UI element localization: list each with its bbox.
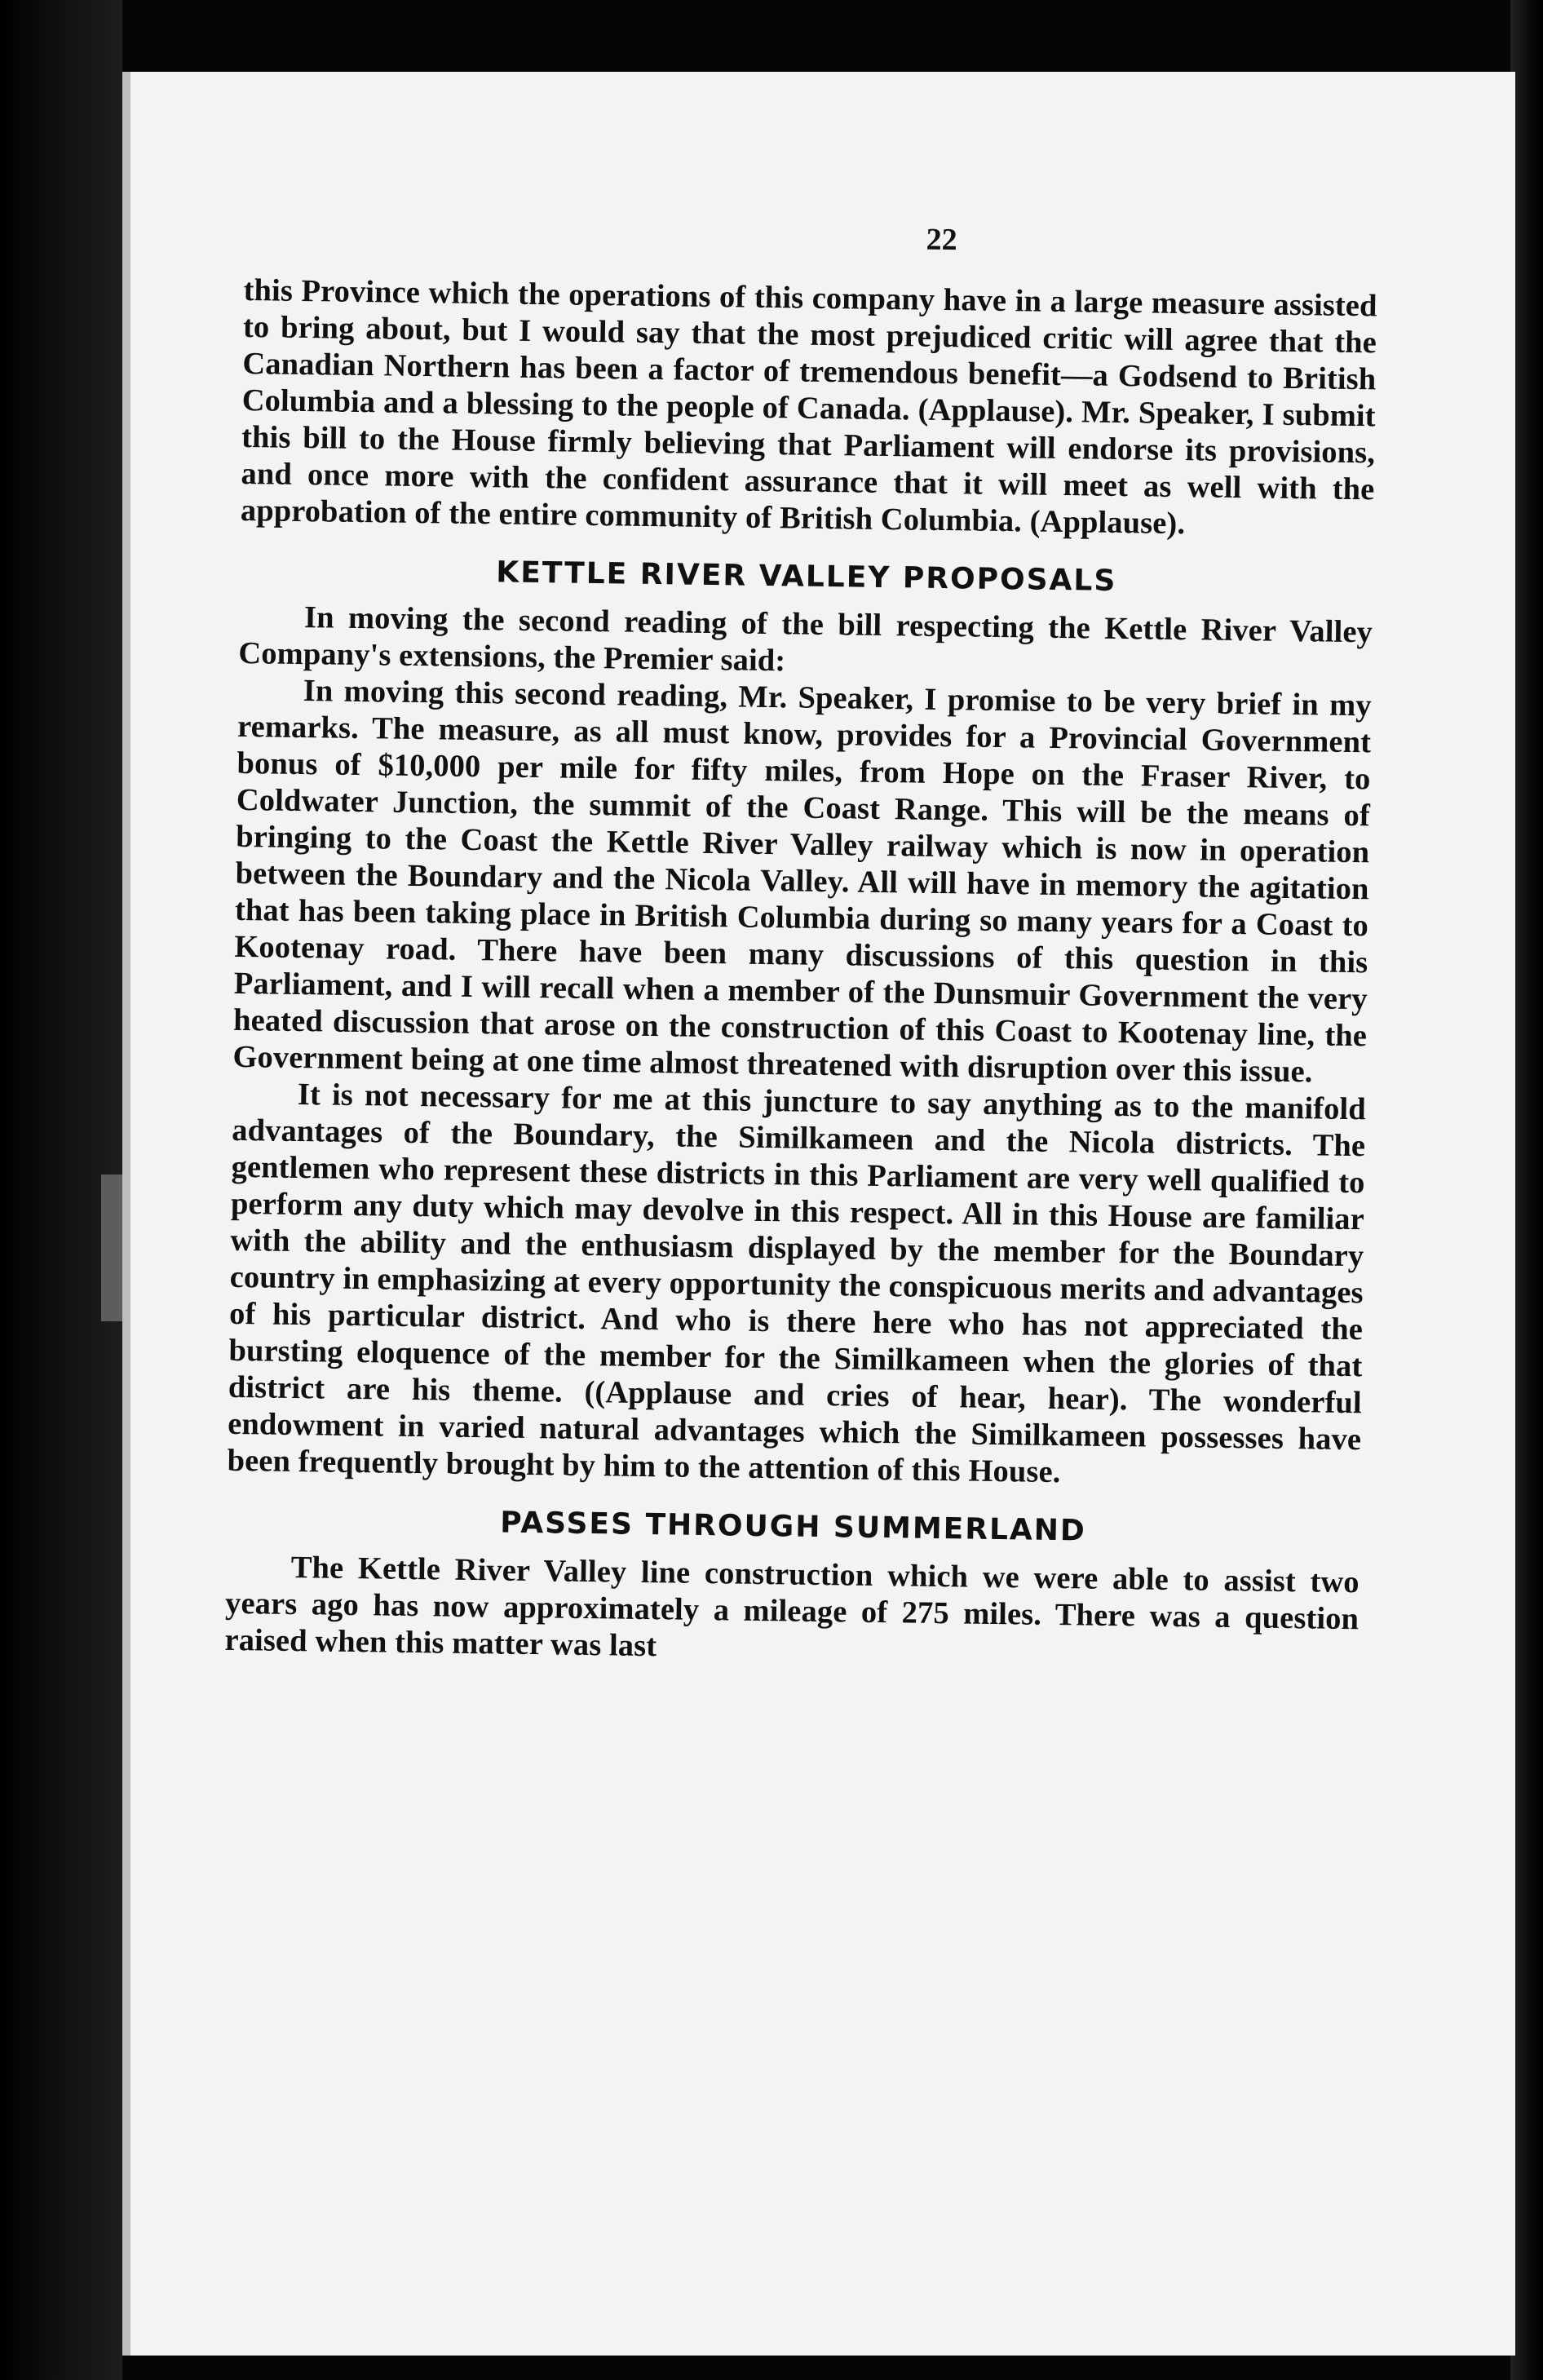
paragraph: In moving this second reading, Mr. Speaker, I promise to be very brief in my remarks. The measure, as all must know, provides for a Provincial Government bonus of $10,000 per mile for fifty miles, from Hope on the Fraser River, to Coldwater Junction, the summit of the Coast Range. This will be the means of bringing to the Coast the Kettle River Valley railway which is now in operation between the Boundary and the Nicola Valley. All will have in memory the agitation that has been taking place in British Columbia during so many years for a Coast to Kootenay road. There have been many discussions of this question in this Parliament, and I will recall when a member of the Dunsmuir Government the very heated discussion that arose on the construction of this Coast to Kootenay line, the Government being at one time almost threatened with disruption over this issue. (232, 674, 1372, 1090)
paragraph: In moving the second reading of the bill respecting the Kettle River Valley Company's extensions, the Premier said: (238, 600, 1373, 679)
paragraph: The Kettle River Valley line construction which we were able to assist two years ago has now approximately a mileage of 275 miles. There was a question raised when this matter was last (224, 1550, 1360, 1664)
section-heading-kettle-river: KETTLE RIVER VALLEY PROPOSALS (496, 555, 1117, 598)
page-number: 22 (926, 222, 957, 258)
scan-right-border (1510, 0, 1543, 2380)
paragraph: It is not necessary for me at this juncture to say anything as to the manifold advantages of the Boundary, the Similkameen and the Nicola districts. The gentlemen who represent these districts in this Parliament are very well qualified to perform any duty which may devolve in this respect. All in this House are familiar with the ability and the enthusiasm displayed by the member for the Boundary country in emphasizing at every opportunity the conspicuous merits and advantages of his particular district. And who is there here who has not appreciated the bursting eloquence of the member for the Similkameen when the glories of that district are his theme. ((Applause and cries of hear, hear). The wonderful endowment in varied natural advantages which the Similkameen possesses have been frequently brought by him to the attention of this House. (227, 1077, 1367, 1490)
page-text (224, 212, 1378, 1674)
binding-clip-shadow (101, 1175, 124, 1321)
section-heading-summerland: PASSES THROUGH SUMMERLAND (499, 1506, 1087, 1548)
opening-paragraph: this Province which the operations of this company have in a large measure assisted to bring about, but I would say that the most prejudiced critic will agree that the Canadian Northern has been a factor of tremendous benefit—a Godsend to British Columbia and a blessing to the people of Canada. (Applause). Mr. Speaker, I submit this bill to the House firmly believing that Parliament will endorse its provisions, and once more with the confident assurance that it will meet as well with the approbation of the entire community of British Columbia. (Applause). (240, 272, 1377, 542)
